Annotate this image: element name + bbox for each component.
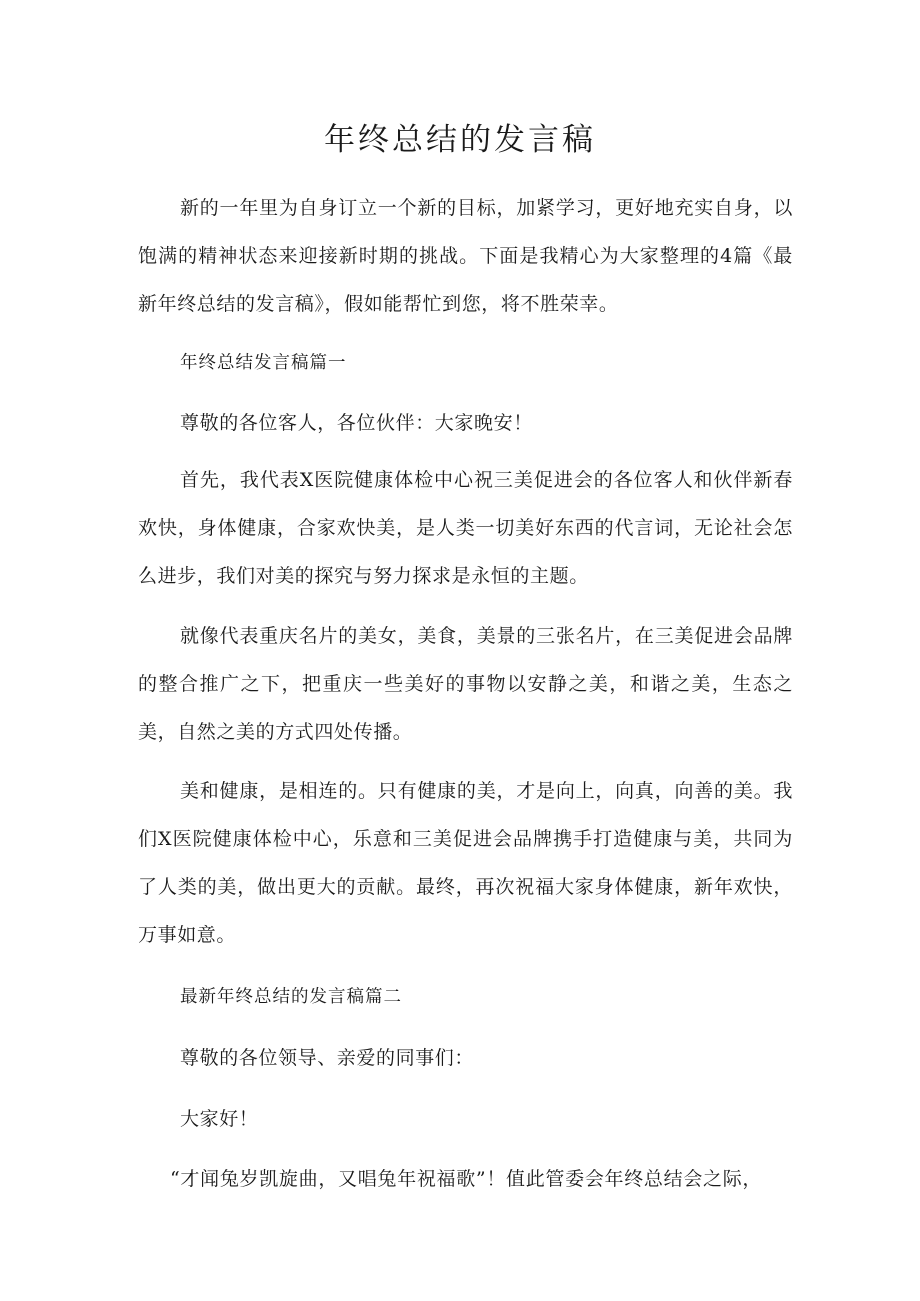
document-title: 年终总结的发言稿 [324,122,596,158]
body-paragraph-2: 就像代表重庆名片的美女，美食，美景的三张名片，在三美促进会品牌的整合推广之下，把重庆一些美好的事物以安静之美，和谐之美，生态之美，自然之美的方式四处传播。 [138,625,793,743]
body-paragraph-1: 首先，我代表X医院健康体检中心祝三美促进会的各位客人和伙伴新春欢快，身体健康，合家欢快美，是人类一切美好东西的代言词，无论社会怎么进步，我们对美的探究与努力探求是永恒的主题。 [138,469,793,587]
intro-paragraph: 新的一年里为自身订立一个新的目标，加紧学习，更好地充实自身，以饱满的精神状态来迎接新时期的挑战。下面是我精心为大家整理的4篇《最新年终总结的发言稿》，假如能帮忙到您，将不胜荣幸。 [138,197,793,315]
section-heading-1: 年终总结发言稿篇一 [180,353,347,373]
greeting-1: 尊敬的各位客人，各位伙伴：大家晚安！ [180,412,533,434]
opening-line: “才闻兔岁凯旋曲，又唱兔年祝福歌”！值此管委会年终总结会之际， [170,1168,763,1190]
salutation: 大家好！ [180,1108,259,1130]
section-heading-2: 最新年终总结的发言稿篇二 [180,987,402,1007]
body-paragraph-3: 美和健康，是相连的。只有健康的美，才是向上，向真，向善的美。我们X医院健康体检中心，乐意和三美促进会品牌携手打造健康与美，共同为了人类的美，做出更大的贡献。最终，再次祝福大家身体健康，新年欢快，万事如意。 [138,780,793,946]
greeting-2: 尊敬的各位领导、亲爱的同事们： [180,1047,475,1069]
